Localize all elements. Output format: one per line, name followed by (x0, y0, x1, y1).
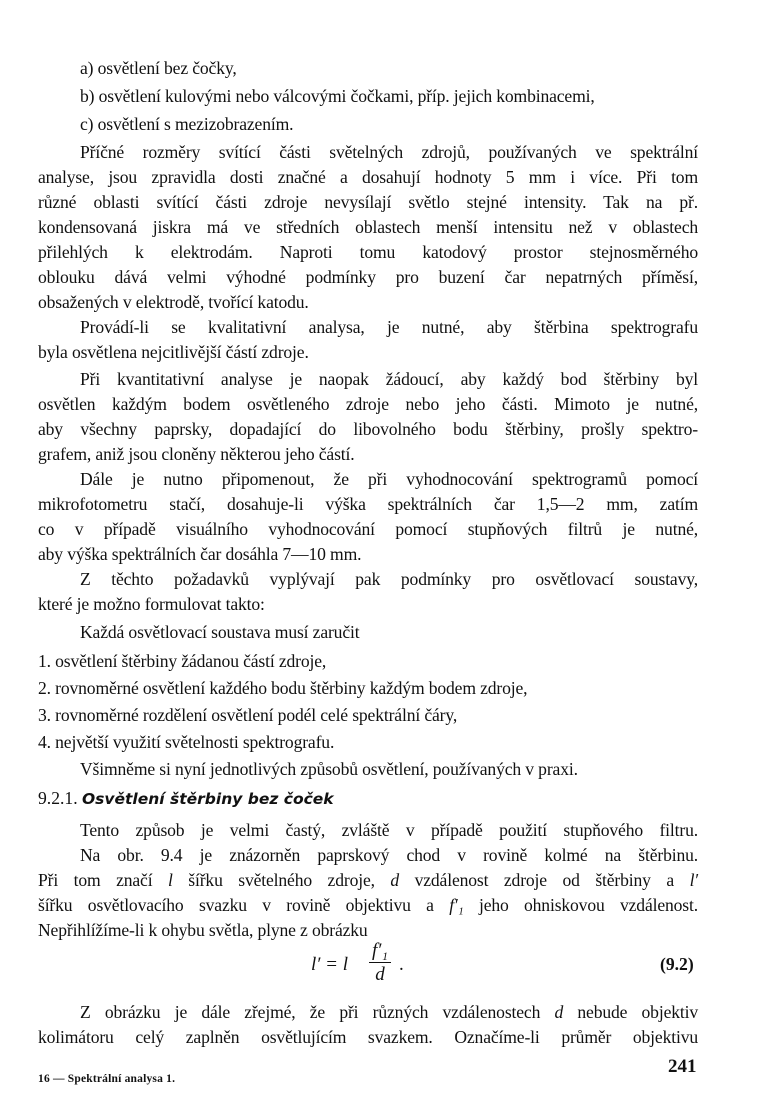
paragraph-line: Všimněme si nyní jednotlivých způsobů osvětlení, používaných v praxi. (80, 759, 578, 779)
paragraph-line: obsažených v elektrodě, tvořící katodu. (38, 292, 309, 312)
paragraph-line: co v případě visuálního vyhodnocování pomocí stupňových filtrů je nutné, (38, 519, 698, 539)
requirement-item: 2. rovnoměrné osvětlení každého bodu štěrbiny každým bodem zdroje, (38, 678, 528, 698)
option-c: c) osvětlení s mezizobrazením. (80, 114, 294, 134)
paragraph-line: Každá osvětlovací soustava musí zaručit (80, 622, 360, 642)
section-title: Osvětlení štěrbiny bez čoček (82, 790, 334, 808)
option-a: a) osvětlení bez čočky, (80, 58, 237, 78)
paragraph-line: přilehlých k elektrodám. Naproti tomu katodový prostor stejnosměrného (38, 242, 698, 262)
paragraph-line: různé oblasti svítící části zdroje nevysílají světlo stejné intensity. Tak na př. (38, 192, 698, 212)
paragraph-line: které je možno formulovat takto: (38, 594, 265, 614)
page-number: 241 (668, 1056, 697, 1077)
paragraph-line: Nepřihlížíme-li k ohybu světla, plyne z obrázku (38, 920, 368, 940)
equation-fraction (369, 940, 391, 987)
option-b: b) osvětlení kulovými nebo válcovými čočkami, příp. jejich kombinacemi, (80, 86, 595, 106)
paragraph-line (38, 893, 698, 918)
text-run: Z obrázku je dále zřejmé, že při různých vzdálenostech (80, 1002, 555, 1022)
requirement-item: 1. osvětlení štěrbiny žádanou částí zdroje, (38, 651, 327, 671)
fraction-numerator: f′₁ (369, 940, 391, 963)
equation-number: (9.2) (660, 954, 694, 974)
paragraph-line: oblouku dává velmi výhodné podmínky pro buzení čar nepatrných příměsí, (38, 267, 698, 287)
paragraph-line: aby všechny paprsky, dopadající do libovolného bodu štěrbiny, prošly spektro- (38, 419, 698, 439)
variable-d: d (554, 1002, 564, 1022)
fraction-denominator: d (375, 964, 385, 985)
paragraph-line: Příčné rozměry svítící části světelných zdrojů, používaných ve spektrální (80, 142, 698, 162)
variable-d: d (390, 870, 400, 890)
text-run: nebude objektiv (563, 1002, 699, 1022)
text-run: Při tom značí (38, 870, 168, 890)
paragraph-line: Provádí-li se kvalitativní analysa, je nutné, aby štěrbina spektrografu (80, 317, 698, 337)
text-run: šířku osvětlovacího svazku v rovině objektivu a (38, 895, 450, 915)
document-page (38, 0, 738, 1120)
paragraph-line: Z těchto požadavků vyplývají pak podmínky pro osvětlovací soustavy, (80, 569, 698, 589)
paragraph-line: mikrofotometru stačí, dosahuje-li výška spektrálních čar 1,5—2 mm, zatím (38, 494, 698, 514)
section-heading (38, 786, 334, 812)
paragraph-line: grafem, aniž jsou cloněny některou jeho částí. (38, 444, 355, 464)
text-run: šířku světelného zdroje, (172, 870, 391, 890)
paragraph-line: osvětlen každým bodem osvětleného zdroje nebo jeho části. Mimoto je nutné, (38, 394, 698, 414)
paragraph-line: byla osvětlena nejcitlivější částí zdroje. (38, 342, 309, 362)
equation-period: . (399, 954, 404, 975)
paragraph-line: Dále je nutno připomenout, že při vyhodnocování spektrogramů pomocí (80, 469, 698, 489)
equation-lhs: l′ = l (311, 954, 349, 975)
paragraph-line: Při kvantitativní analyse je naopak žádoucí, aby každý bod štěrbiny byl (80, 369, 698, 389)
paragraph-line: aby výška spektrálních čar dosáhla 7—10 mm. (38, 544, 362, 564)
requirement-item: 3. rovnoměrné rozdělení osvětlení podél celé spektrální čáry, (38, 705, 458, 725)
signature-mark: 16 — Spektrální analysa 1. (38, 1073, 176, 1085)
text-run: jeho ohniskovou vzdálenost. (463, 895, 698, 915)
paragraph-line: kondensovaná jiskra má ve středních oblastech menší intensitu než v oblastech (38, 217, 698, 237)
equation (311, 940, 431, 996)
variable-l: l (168, 870, 173, 890)
text-run: vzdálenost zdroje od štěrbiny a (399, 870, 690, 890)
paragraph-line: analyse, jsou zpravidla dosti značné a dosahují hodnoty 5 mm i více. Při tom (38, 167, 698, 187)
paragraph-line: kolimátoru celý zaplněn osvětlujícím svazkem. Označíme-li průměr objektivu (38, 1027, 698, 1047)
paragraph-line (38, 868, 698, 893)
paragraph-line: Tento způsob je velmi častý, zvláště v případě použití stupňového filtru. (80, 820, 698, 840)
requirement-item: 4. největší využití světelnosti spektrografu. (38, 732, 335, 752)
variable-l-prime: l′ (689, 870, 698, 890)
paragraph-line (80, 1000, 698, 1025)
section-number: 9.2.1. (38, 788, 78, 808)
paragraph-line: Na obr. 9.4 je znázorněn paprskový chod v rovině kolmé na štěrbinu. (80, 845, 698, 865)
variable-f1-prime: f′₁ (449, 895, 464, 915)
